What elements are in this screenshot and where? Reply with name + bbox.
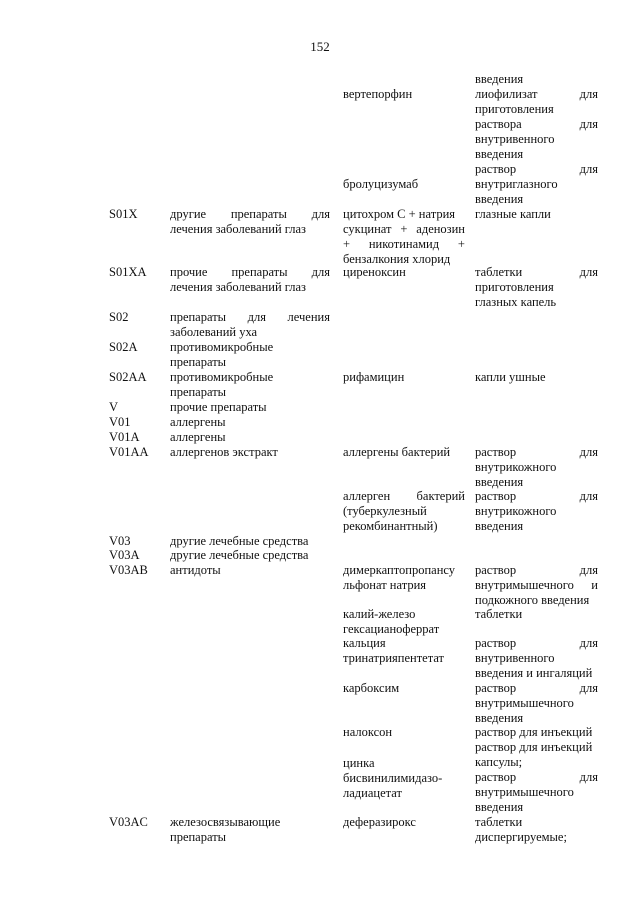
atx-code-text: S02 (109, 310, 129, 324)
cell-line (343, 489, 465, 504)
cell-word: кальция (343, 636, 386, 650)
drug-name (343, 87, 465, 102)
cell-word: + (343, 237, 351, 251)
atx-group-name (170, 400, 330, 415)
drug-name (343, 756, 465, 801)
cell-word: препараты (170, 355, 227, 369)
atx-code (109, 310, 164, 325)
cell-word: раствор (475, 681, 517, 695)
cell-line (475, 207, 598, 222)
atx-group-name (170, 534, 330, 549)
cell-word: для (311, 265, 330, 279)
atx-group-name (170, 445, 330, 460)
dosage-form (475, 370, 598, 385)
cell-line (343, 756, 465, 771)
dosage-form (475, 162, 598, 207)
drug-name (343, 207, 465, 267)
cell-line (475, 607, 598, 622)
cell-word: для (579, 162, 598, 176)
cell-line (170, 534, 330, 549)
cell-line (343, 207, 465, 222)
cell-word: бисвинилимидазо- (343, 771, 443, 785)
cell-word: для (247, 310, 266, 324)
atx-code-text: V01 (109, 415, 131, 429)
cell-line (475, 117, 598, 132)
atx-code (109, 534, 164, 549)
cell-word: глазных капель (475, 295, 557, 309)
dosage-form (475, 725, 598, 740)
atx-group-name (170, 310, 330, 340)
cell-word: препараты (170, 830, 227, 844)
cell-word: другие (170, 207, 207, 221)
drug-name (343, 177, 465, 192)
cell-line (475, 636, 598, 651)
cell-word: внутривенного (475, 651, 555, 665)
cell-word: для (579, 265, 598, 279)
cell-line (475, 755, 598, 770)
drug-name (343, 489, 465, 534)
atx-group-name (170, 430, 330, 445)
cell-word: раствор для инъекций (475, 725, 593, 739)
drug-name (343, 370, 465, 385)
cell-line (343, 445, 465, 460)
cell-word: введения (475, 519, 524, 533)
cell-word: раствор (475, 636, 517, 650)
cell-word: никотинамид (368, 237, 440, 251)
cell-line (343, 622, 465, 637)
cell-word: другие лечебные средства (170, 548, 309, 562)
dosage-form (475, 755, 598, 815)
drug-name (343, 607, 465, 637)
cell-line (475, 445, 598, 460)
cell-word: тринатрияпентетат (343, 651, 445, 665)
cell-word: препараты (170, 385, 227, 399)
dosage-form (475, 445, 598, 490)
cell-word: циреноксин (343, 265, 406, 279)
cell-word: раствор (475, 489, 517, 503)
cell-line (343, 607, 465, 622)
atx-code (109, 563, 164, 578)
cell-line (343, 786, 465, 801)
cell-word: для (579, 489, 598, 503)
cell-line (475, 147, 598, 162)
cell-line (343, 370, 465, 385)
cell-word: введения (475, 711, 524, 725)
cell-word: лиофилизат (475, 87, 538, 101)
cell-line (170, 385, 330, 400)
atx-code-text: V (109, 400, 119, 414)
cell-word: лечения заболеваний глаз (170, 222, 306, 236)
cell-word: бактерий (416, 489, 465, 503)
cell-line (343, 177, 465, 192)
cell-word: рифамицин (343, 370, 405, 384)
atx-code-text: V01A (109, 430, 140, 444)
atx-code-text: S02A (109, 340, 138, 354)
cell-word: раствор (475, 770, 517, 784)
cell-word: для (579, 636, 598, 650)
cell-line (170, 415, 330, 430)
cell-line (170, 340, 330, 355)
drug-name (343, 725, 465, 740)
cell-word: приготовления (475, 102, 554, 116)
drug-name (343, 265, 465, 280)
cell-word: внутримышечного (475, 696, 574, 710)
cell-word: прочие (170, 265, 208, 279)
cell-word: раствор (475, 563, 517, 577)
cell-line (475, 87, 598, 102)
cell-line (475, 72, 598, 87)
cell-line (343, 815, 465, 830)
cell-word: аллергены бактерий (343, 445, 451, 459)
cell-line (343, 563, 465, 578)
cell-word: другие лечебные средства (170, 534, 309, 548)
cell-word: введения (475, 475, 524, 489)
cell-word: введения (475, 72, 524, 86)
cell-word: гексацианоферрат (343, 622, 440, 636)
cell-word: для (579, 445, 598, 459)
cell-word: бролуцизумаб (343, 177, 419, 191)
atx-code (109, 207, 164, 222)
cell-line (475, 725, 598, 740)
cell-line (475, 265, 598, 280)
cell-word: аллергенов экстракт (170, 445, 278, 459)
cell-word: для (579, 117, 598, 131)
atx-group-name (170, 563, 330, 578)
dosage-form (475, 740, 598, 755)
cell-word: раствор для инъекций (475, 740, 593, 754)
cell-line (475, 830, 598, 845)
dosage-form (475, 489, 598, 534)
cell-line (475, 132, 598, 147)
cell-line (343, 578, 465, 593)
cell-word: аллергены (170, 430, 226, 444)
cell-line (475, 815, 598, 830)
cell-line (170, 830, 330, 845)
cell-word: цитохром С + натрия (343, 207, 456, 221)
atx-group-name (170, 370, 330, 400)
cell-line (343, 237, 465, 252)
cell-word: приготовления (475, 280, 554, 294)
atx-code (109, 265, 164, 280)
cell-line (475, 504, 598, 519)
cell-line (475, 770, 598, 785)
cell-word: внутриглазного (475, 177, 558, 191)
atx-code (109, 445, 164, 460)
atx-code-text: V03AC (109, 815, 148, 829)
cell-line (475, 280, 598, 295)
cell-word: для (311, 207, 330, 221)
cell-word: введения (475, 147, 524, 161)
cell-word: железосвязывающие (170, 815, 281, 829)
cell-word: сукцинат (343, 222, 392, 236)
cell-word: глазные капли (475, 207, 551, 221)
cell-line (170, 430, 330, 445)
cell-word: + (457, 237, 465, 251)
cell-line (343, 504, 465, 519)
cell-line (170, 310, 330, 325)
atx-code (109, 415, 164, 430)
drug-name (343, 445, 465, 460)
atx-code (109, 370, 164, 385)
cell-line (475, 696, 598, 711)
cell-word: для (579, 681, 598, 695)
cell-line (170, 265, 330, 280)
cell-word: лечения (287, 310, 330, 324)
cell-line (170, 548, 330, 563)
cell-word: для (579, 770, 598, 784)
cell-word: таблетки (475, 815, 523, 829)
cell-line (475, 370, 598, 385)
cell-word: раствор (475, 445, 517, 459)
cell-line (475, 102, 598, 117)
cell-line (343, 265, 465, 280)
cell-word: противомикробные (170, 370, 274, 384)
cell-word: таблетки (475, 607, 523, 621)
atx-code-text: V03 (109, 534, 131, 548)
cell-word: бензалкония хлорид (343, 252, 451, 266)
cell-line (475, 563, 598, 578)
cell-word: внутрикожного (475, 460, 557, 474)
atx-code-text: V03A (109, 548, 140, 562)
cell-word: введения и ингаляций (475, 666, 593, 680)
cell-line (475, 681, 598, 696)
cell-word: аллерген (343, 489, 391, 503)
cell-word: заболеваний уха (170, 325, 258, 339)
cell-line (343, 651, 465, 666)
cell-word: антидоты (170, 563, 221, 577)
cell-word: налоксон (343, 725, 393, 739)
cell-word: + (400, 222, 408, 236)
cell-word: капсулы; (475, 755, 523, 769)
cell-line (475, 460, 598, 475)
cell-line (170, 445, 330, 460)
cell-word: раствор (475, 162, 517, 176)
cell-word: (туберкулезный (343, 504, 427, 518)
atx-code (109, 815, 164, 830)
cell-word: и (591, 578, 598, 592)
cell-word: аденозин (416, 222, 465, 236)
cell-line (170, 563, 330, 578)
cell-word: капли ушные (475, 370, 546, 384)
atx-code (109, 548, 164, 563)
cell-word: для (579, 563, 598, 577)
cell-line (475, 593, 598, 608)
atx-code-text: V01AA (109, 445, 149, 459)
cell-line (170, 325, 330, 340)
cell-word: аллергены (170, 415, 226, 429)
cell-line (475, 740, 598, 755)
cell-line (475, 785, 598, 800)
page-number: 152 (310, 39, 330, 54)
cell-word: диспергируемые; (475, 830, 567, 844)
drug-name (343, 563, 465, 593)
cell-word: препараты (170, 310, 227, 324)
cell-word: ладиацетат (343, 786, 402, 800)
cell-line (475, 162, 598, 177)
cell-line (343, 222, 465, 237)
cell-line (343, 636, 465, 651)
atx-group-name (170, 265, 330, 295)
cell-line (170, 370, 330, 385)
cell-line (343, 771, 465, 786)
atx-code (109, 340, 164, 355)
cell-word: цинка (343, 756, 375, 770)
dosage-form (475, 815, 598, 845)
cell-word: препараты (230, 207, 287, 221)
cell-word: противомикробные (170, 340, 274, 354)
cell-word: подкожного введения (475, 593, 590, 607)
cell-line (343, 681, 465, 696)
cell-word: калий-железо (343, 607, 416, 621)
cell-line (170, 355, 330, 370)
drug-name (343, 636, 465, 666)
atx-code-text: S01XA (109, 265, 147, 279)
dosage-form (475, 563, 598, 608)
cell-line (343, 87, 465, 102)
cell-word: лечения заболеваний глаз (170, 280, 306, 294)
cell-line (475, 295, 598, 310)
dosage-form (475, 607, 598, 622)
cell-word: димеркаптопропансу (343, 563, 456, 577)
cell-line (475, 800, 598, 815)
cell-line (170, 280, 330, 295)
cell-line (475, 177, 598, 192)
drug-name (343, 815, 465, 830)
cell-line (475, 489, 598, 504)
cell-word: карбоксим (343, 681, 400, 695)
cell-word: для (579, 87, 598, 101)
cell-word: прочие препараты (170, 400, 267, 414)
dosage-form (475, 207, 598, 222)
drug-name (343, 681, 465, 696)
cell-word: таблетки (475, 265, 523, 279)
cell-word: внутрикожного (475, 504, 557, 518)
cell-word: введения (475, 800, 524, 814)
atx-group-name (170, 207, 330, 237)
cell-line (170, 207, 330, 222)
dosage-form (475, 72, 598, 87)
cell-line (475, 651, 598, 666)
dosage-form (475, 681, 598, 726)
dosage-form (475, 265, 598, 310)
cell-line (475, 711, 598, 726)
cell-word: внутримышечного (475, 785, 574, 799)
cell-line (475, 192, 598, 207)
atx-code-text: V03AB (109, 563, 148, 577)
atx-group-name (170, 548, 330, 563)
cell-line (170, 400, 330, 415)
atx-group-name (170, 815, 330, 845)
cell-line (343, 519, 465, 534)
atx-code (109, 430, 164, 445)
cell-word: раствора (475, 117, 522, 131)
cell-word: вертепорфин (343, 87, 413, 101)
dosage-form (475, 636, 598, 681)
cell-word: внутривенного (475, 132, 555, 146)
atx-code (109, 400, 164, 415)
cell-line (475, 578, 598, 593)
cell-line (170, 815, 330, 830)
atx-code-text: S02AA (109, 370, 147, 384)
dosage-form (475, 87, 598, 162)
cell-word: препараты (231, 265, 288, 279)
cell-line (475, 475, 598, 490)
cell-line (475, 519, 598, 534)
cell-line (170, 222, 330, 237)
cell-line (343, 725, 465, 740)
cell-word: внутримышечного (475, 578, 574, 592)
cell-word: рекомбинантный) (343, 519, 438, 533)
cell-word: льфонат натрия (343, 578, 427, 592)
atx-group-name (170, 415, 330, 430)
cell-word: деферазирокс (343, 815, 416, 829)
cell-line (475, 666, 598, 681)
atx-code-text: S01X (109, 207, 138, 221)
cell-word: введения (475, 192, 524, 206)
atx-group-name (170, 340, 330, 370)
